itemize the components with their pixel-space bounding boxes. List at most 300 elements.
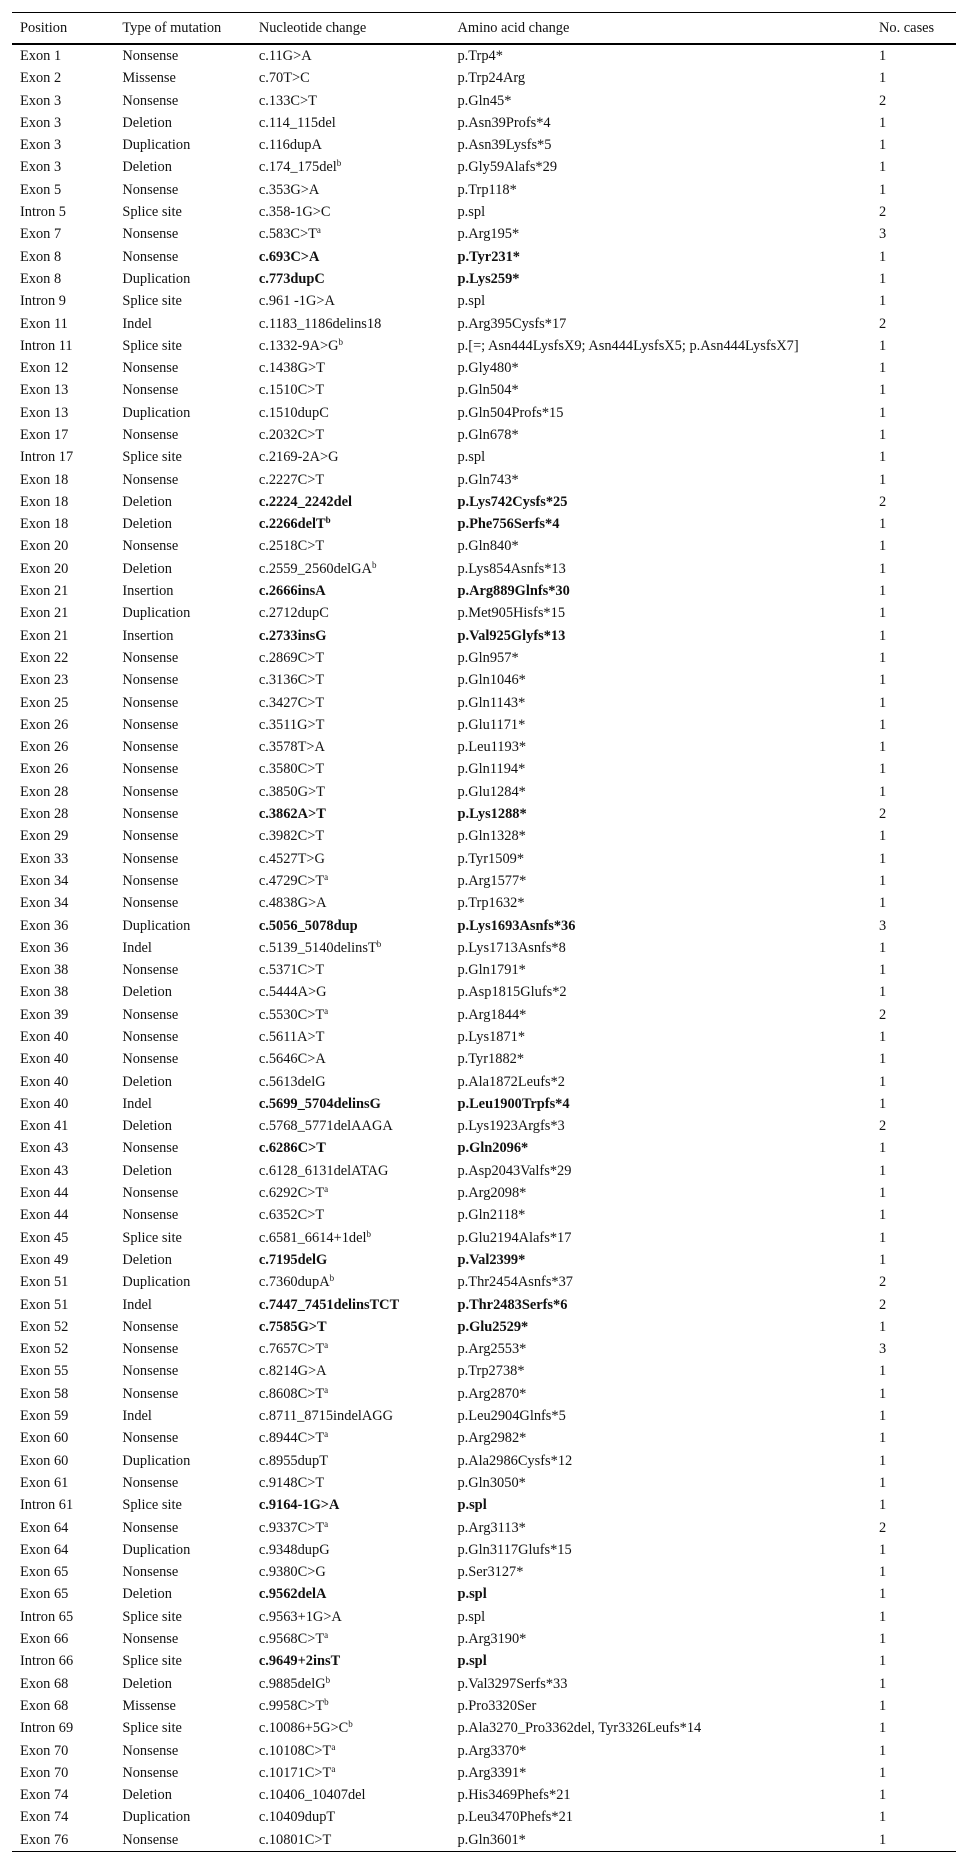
footnote-marker: b (376, 938, 382, 949)
cell-position: Exon 40 (20, 1029, 69, 1045)
cell-type-of-mutation: Nonsense (122, 471, 179, 488)
cell-nucleotide-change (251, 156, 450, 178)
cell-amino-acid-change: p.Lys1871* (457, 1029, 526, 1045)
cell-position: Exon 40 (20, 1073, 69, 1090)
cell-position: Exon 41 (20, 1118, 69, 1135)
cell-amino-acid-change: p.Gln3601* (449, 1829, 871, 1852)
nucleotide-change-text: c.9348dupG (258, 1541, 330, 1558)
cell-no-cases: 1 (879, 560, 887, 577)
nucleotide-change-text: c.9337C>T (258, 1519, 325, 1536)
cell-nucleotide-change (251, 625, 450, 647)
nucleotide-change-text: c.10409dupT (258, 1809, 336, 1826)
nucleotide-change-text: c.9885delG (258, 1675, 326, 1692)
cell-nucleotide-change (251, 848, 450, 870)
cell-amino-acid-change: p.Gln840* (457, 538, 519, 555)
cell-no-cases: 1 (879, 1608, 887, 1625)
nucleotide-change-text: c.133C>T (258, 92, 317, 109)
cell-nucleotide-change (251, 781, 450, 803)
cell-type-of-mutation: Duplication (122, 1452, 191, 1469)
cell-position: Exon 3 (20, 137, 62, 154)
cell-amino-acid-change: p.Leu2904Glnfs*5 (457, 1408, 566, 1425)
nucleotide-change-text: c.2712dupC (258, 605, 329, 622)
cell-amino-acid-change: p.Thr2483Serfs*6 (457, 1296, 568, 1313)
cell-type-of-mutation: Deletion (122, 1675, 172, 1692)
table-row (12, 357, 956, 379)
cell-nucleotide-change (251, 402, 450, 424)
nucleotide-change-text: c.7195delG (258, 1251, 328, 1268)
table-row (12, 1182, 956, 1204)
table-row (12, 602, 956, 624)
table-row (12, 736, 956, 758)
cell-nucleotide-change (251, 1539, 450, 1561)
table-row (12, 1472, 956, 1494)
cell-position: Exon 26 (20, 739, 69, 756)
cell-no-cases: 1 (879, 1764, 887, 1781)
cell-no-cases: 1 (879, 1697, 887, 1714)
cell-amino-acid-change: p.Glu2194Alafs*17 (457, 1229, 572, 1246)
cell-amino-acid-change: p.Lys742Cysfs*25 (457, 493, 568, 510)
cell-no-cases: 1 (879, 1385, 887, 1402)
cell-position: Exon 58 (20, 1385, 69, 1402)
cell-amino-acid-change: p.Tyr1509* (457, 850, 525, 867)
cell-type-of-mutation: Nonsense (122, 1185, 179, 1202)
nucleotide-change-text: c.5444A>G (258, 984, 327, 1001)
cell-type-of-mutation: Splice site (122, 1653, 182, 1670)
nucleotide-change-text: c.5530C>T (258, 1006, 325, 1023)
nucleotide-change-text: c.5371C>T (258, 962, 325, 979)
cell-amino-acid-change: p.Ala3270_Pro3362del, Tyr3326Leufs*14 (457, 1720, 702, 1737)
cell-nucleotide-change (251, 469, 450, 491)
table-row (12, 937, 956, 959)
nucleotide-change-text: c.10801C>T (258, 1831, 332, 1848)
cell-no-cases: 1 (879, 516, 887, 533)
cell-nucleotide-change (251, 959, 450, 981)
cell-nucleotide-change (251, 1583, 450, 1605)
cell-no-cases: 1 (879, 672, 887, 689)
cell-amino-acid-change: p.Met905Hisfs*15 (457, 605, 566, 622)
cell-type-of-mutation: Nonsense (122, 694, 179, 711)
cell-position: Exon 68 (20, 1675, 69, 1692)
table-row (12, 246, 956, 268)
mutation-table (12, 12, 956, 1852)
cell-amino-acid-change: p.Gln45* (457, 92, 512, 109)
cell-position: Exon 64 (20, 1519, 69, 1536)
cell-amino-acid-change: p.Gln2118* (457, 1207, 526, 1224)
cell-position: Intron 65 (20, 1608, 74, 1625)
cell-amino-acid-change: p.Glu1284* (457, 783, 526, 800)
footnote-marker: a (324, 1518, 329, 1529)
nucleotide-change-text: c.4527T>G (258, 850, 325, 867)
cell-type-of-mutation: Nonsense (122, 850, 179, 867)
cell-type-of-mutation: Duplication (122, 605, 191, 622)
cell-amino-acid-change: p.His3469Phefs*21 (457, 1787, 571, 1804)
table-row (12, 1606, 956, 1628)
cell-position: Exon 51 (20, 1274, 69, 1291)
cell-position: Exon 55 (20, 1363, 69, 1380)
nucleotide-change-text: c.8214G>A (258, 1363, 327, 1380)
cell-type-of-mutation: Splice site (122, 1229, 182, 1246)
header-row (12, 13, 956, 45)
table-row (12, 335, 956, 357)
nucleotide-change-text: c.1183_1186delins18 (258, 315, 382, 332)
nucleotide-change-text: c.10171C>T (258, 1764, 332, 1781)
cell-no-cases: 3 (879, 1341, 887, 1358)
cell-position: Exon 28 (20, 783, 69, 800)
cell-nucleotide-change (251, 1294, 450, 1316)
nucleotide-change-text: c.5139_5140delinsT (258, 939, 377, 956)
nucleotide-change-text: c.773dupC (258, 270, 325, 287)
cell-nucleotide-change (251, 67, 450, 89)
cell-amino-acid-change: p.Leu3470Phefs*21 (457, 1809, 573, 1826)
table-row (12, 1829, 956, 1852)
cell-position: Exon 2 (20, 70, 62, 87)
table-row (12, 1316, 956, 1338)
header-type-of-mutation: Type of mutation (114, 13, 251, 45)
nucleotide-change-text: c.3427C>T (258, 694, 325, 711)
footnote-marker: b (366, 1228, 371, 1239)
table-row (12, 446, 956, 468)
table-row (12, 112, 956, 134)
cell-nucleotide-change (251, 1227, 450, 1249)
cell-type-of-mutation: Missense (122, 1697, 176, 1714)
table-row (12, 669, 956, 691)
cell-nucleotide-change (251, 1160, 450, 1182)
table-row (12, 580, 956, 602)
cell-no-cases: 1 (879, 1207, 887, 1224)
cell-amino-acid-change: p.Glu2529* (457, 1318, 529, 1335)
nucleotide-change-text: c.2266delT (258, 516, 326, 533)
cell-position: Exon 7 (20, 226, 62, 243)
cell-no-cases: 1 (879, 850, 887, 867)
cell-amino-acid-change: p.Gln957* (457, 649, 519, 666)
cell-position: Exon 34 (20, 895, 69, 912)
cell-position: Exon 38 (20, 984, 69, 1001)
cell-type-of-mutation: Indel (122, 1296, 152, 1313)
cell-no-cases: 1 (879, 426, 887, 443)
cell-position: Exon 39 (20, 1006, 69, 1023)
cell-amino-acid-change: p.Arg3190* (457, 1631, 527, 1648)
footnote-marker: a (324, 871, 329, 882)
nucleotide-change-text: c.6128_6131delATAG (258, 1162, 389, 1179)
cell-nucleotide-change (251, 1740, 450, 1762)
cell-no-cases: 1 (879, 1029, 887, 1045)
cell-position: Exon 33 (20, 850, 69, 867)
cell-type-of-mutation: Duplication (122, 404, 191, 421)
cell-type-of-mutation: Nonsense (122, 761, 179, 778)
cell-type-of-mutation: Nonsense (122, 649, 179, 666)
table-row (12, 379, 956, 401)
cell-no-cases: 3 (879, 226, 887, 243)
cell-type-of-mutation: Indel (122, 939, 152, 956)
cell-nucleotide-change (251, 223, 450, 245)
table-row (12, 1271, 956, 1293)
table-row (12, 313, 956, 335)
table-row (12, 469, 956, 491)
cell-type-of-mutation: Nonsense (122, 672, 179, 689)
cell-position: Exon 3 (20, 159, 62, 176)
table-row (12, 44, 956, 67)
nucleotide-change-text: c.1510dupC (258, 404, 329, 421)
nucleotide-change-text: c.10406_10407del (258, 1787, 366, 1804)
cell-amino-acid-change: p.Gln504* (457, 382, 519, 399)
cell-type-of-mutation: Nonsense (122, 226, 179, 243)
nucleotide-change-text: c.9148C>T (258, 1474, 325, 1491)
cell-amino-acid-change: p.Tyr231* (457, 248, 520, 265)
header-no-cases: No. cases (871, 13, 956, 45)
cell-no-cases: 1 (879, 783, 887, 800)
cell-no-cases: 1 (879, 1809, 887, 1826)
nucleotide-change-text: c.353G>A (258, 181, 320, 198)
cell-type-of-mutation: Duplication (122, 1274, 191, 1291)
cell-amino-acid-change: p.spl (457, 1497, 487, 1514)
cell-amino-acid-change: p.Arg2098* (457, 1185, 527, 1202)
cell-position: Exon 3 (20, 114, 62, 131)
cell-type-of-mutation: Duplication (122, 270, 191, 287)
nucleotide-change-text: c.116dupA (258, 137, 322, 154)
cell-type-of-mutation: Deletion (122, 1118, 172, 1135)
cell-nucleotide-change (251, 803, 450, 825)
cell-position: Intron 61 (20, 1497, 74, 1514)
cell-no-cases: 1 (879, 1251, 887, 1268)
table-row (12, 1717, 956, 1739)
cell-amino-acid-change: p.[=; Asn444LysfsX9; Asn444LysfsX5; p.Asn444LysfsX7] (457, 337, 799, 354)
cell-position: Exon 40 (20, 1095, 69, 1112)
cell-amino-acid-change: p.Phe756Serfs*4 (457, 516, 560, 533)
cell-amino-acid-change: p.Arg3391* (457, 1764, 527, 1781)
cell-no-cases: 2 (879, 806, 887, 823)
cell-no-cases: 1 (879, 1051, 887, 1068)
cell-no-cases: 1 (879, 382, 887, 399)
table-row (12, 1583, 956, 1605)
nucleotide-change-text: c.7360dupA (258, 1274, 330, 1291)
nucleotide-change-text: c.1438G>T (258, 360, 325, 377)
cell-type-of-mutation: Nonsense (122, 1318, 179, 1335)
nucleotide-change-text: c.583C>T (258, 226, 317, 243)
table-row (12, 959, 956, 981)
table-row (12, 915, 956, 937)
cell-position: Exon 70 (20, 1764, 69, 1781)
cell-nucleotide-change (251, 290, 450, 312)
cell-type-of-mutation: Duplication (122, 1541, 191, 1558)
nucleotide-change-text: c.2224_2242del (258, 493, 352, 510)
cell-nucleotide-change (251, 1004, 450, 1026)
cell-no-cases: 2 (879, 315, 887, 332)
cell-nucleotide-change (251, 446, 450, 468)
cell-position: Exon 65 (20, 1564, 69, 1581)
cell-nucleotide-change (251, 1338, 450, 1360)
table-row (12, 1227, 956, 1249)
nucleotide-change-text: c.4838G>A (258, 895, 327, 912)
cell-no-cases: 1 (879, 1452, 887, 1469)
cell-amino-acid-change: p.Gln504Profs*15 (457, 404, 564, 421)
cell-amino-acid-change: p.spl (457, 449, 486, 466)
cell-position: Exon 74 (20, 1787, 69, 1804)
cell-nucleotide-change (251, 90, 450, 112)
nucleotide-change-text: c.8608C>T (258, 1385, 325, 1402)
cell-no-cases: 1 (879, 1318, 887, 1335)
cell-type-of-mutation: Duplication (122, 137, 191, 154)
table-row (12, 1048, 956, 1070)
nucleotide-change-text: c.6352C>T (258, 1207, 325, 1224)
cell-nucleotide-change (251, 870, 450, 892)
cell-amino-acid-change: p.Arg2870* (457, 1385, 527, 1402)
cell-position: Exon 21 (20, 605, 69, 622)
table-row (12, 1628, 956, 1650)
table-header (12, 13, 956, 45)
cell-no-cases: 1 (879, 1185, 887, 1202)
cell-no-cases: 1 (879, 895, 887, 912)
table-row (12, 1004, 956, 1026)
cell-no-cases: 1 (879, 716, 887, 733)
cell-nucleotide-change (251, 1383, 450, 1405)
cell-no-cases: 1 (879, 404, 887, 421)
table-row (12, 1695, 956, 1717)
nucleotide-change-text: c.2666insA (258, 583, 326, 600)
table-row (12, 781, 956, 803)
nucleotide-change-text: c.10108C>T (258, 1742, 332, 1759)
nucleotide-change-text: c.5056_5078dup (258, 917, 358, 934)
nucleotide-change-text: c.6286C>T (258, 1140, 326, 1157)
nucleotide-change-text: c.6581_6614+1del (258, 1229, 367, 1246)
nucleotide-change-text: c.1332-9A>G (258, 337, 339, 354)
table-row (12, 848, 956, 870)
footnote-marker: a (324, 1340, 329, 1351)
footnote-marker: a (316, 225, 321, 236)
cell-type-of-mutation: Duplication (122, 1809, 191, 1826)
table-row (12, 536, 956, 558)
nucleotide-change-text: c.2869C>T (258, 649, 325, 666)
table-row (12, 647, 956, 669)
table-row (12, 1071, 956, 1093)
header-position: Position (12, 13, 114, 45)
table-row (12, 201, 956, 223)
cell-no-cases: 1 (879, 360, 887, 377)
cell-type-of-mutation: Nonsense (122, 426, 179, 443)
cell-position: Exon 76 (12, 1829, 114, 1852)
cell-position: Exon 11 (20, 315, 68, 332)
cell-nucleotide-change (251, 1628, 450, 1650)
cell-position: Exon 20 (20, 560, 69, 577)
nucleotide-change-text: c.1510C>T (258, 382, 325, 399)
cell-position: Exon 60 (20, 1452, 69, 1469)
table-row (12, 1673, 956, 1695)
cell-amino-acid-change: p.Arg3113* (457, 1519, 526, 1536)
cell-nucleotide-change (251, 246, 450, 268)
cell-amino-acid-change: p.Gly59Alafs*29 (457, 159, 558, 176)
table-row (12, 1160, 956, 1182)
cell-no-cases: 1 (879, 1162, 887, 1179)
header-amino-acid-change: Amino acid change (449, 13, 871, 45)
cell-position: Exon 64 (20, 1541, 69, 1558)
cell-no-cases: 1 (879, 1363, 887, 1380)
cell-type-of-mutation: Nonsense (122, 716, 179, 733)
cell-amino-acid-change: p.Arg1577* (457, 872, 527, 889)
table-row (12, 134, 956, 156)
table-row (12, 1650, 956, 1672)
cell-type-of-mutation: Nonsense (122, 1564, 179, 1581)
cell-amino-acid-change: p.Arg2982* (457, 1430, 527, 1447)
cell-nucleotide-change (251, 424, 450, 446)
cell-position: Exon 52 (20, 1318, 69, 1335)
cell-type-of-mutation: Nonsense (122, 1363, 179, 1380)
cell-no-cases: 1 (879, 1474, 887, 1491)
cell-type-of-mutation: Insertion (122, 583, 174, 600)
cell-nucleotide-change (251, 491, 450, 513)
cell-position: Exon 40 (20, 1051, 69, 1068)
table-row (12, 1494, 956, 1516)
cell-amino-acid-change: p.Trp1632* (457, 895, 525, 912)
table-row (12, 1561, 956, 1583)
footnote-marker: b (371, 559, 377, 570)
cell-amino-acid-change: p.Gln3117Glufs*15 (457, 1541, 572, 1558)
cell-position: Exon 21 (20, 627, 69, 644)
cell-nucleotide-change (251, 134, 450, 156)
cell-nucleotide-change (251, 1695, 450, 1717)
cell-type-of-mutation: Nonsense (122, 828, 179, 845)
cell-position: Intron 9 (20, 293, 66, 310)
cell-position: Exon 26 (20, 716, 69, 733)
cell-nucleotide-change (251, 1472, 450, 1494)
cell-nucleotide-change (251, 513, 450, 535)
footnote-marker: a (331, 1741, 336, 1752)
cell-position: Exon 3 (20, 92, 62, 109)
cell-type-of-mutation: Nonsense (122, 1474, 179, 1491)
nucleotide-change-text: c.6292C>T (258, 1185, 325, 1202)
nucleotide-change-text: c.2032C>T (258, 426, 325, 443)
cell-nucleotide-change (251, 915, 450, 937)
footnote-marker: b (338, 336, 343, 347)
cell-amino-acid-change: p.Ala1872Leufs*2 (457, 1073, 565, 1090)
cell-nucleotide-change (251, 1784, 450, 1806)
table-row (12, 1361, 956, 1383)
table-row (12, 558, 956, 580)
cell-no-cases: 1 (879, 761, 887, 778)
cell-type-of-mutation: Nonsense (122, 181, 179, 198)
cell-type-of-mutation: Splice site (122, 1608, 182, 1625)
table-row (12, 1249, 956, 1271)
cell-position: Exon 65 (20, 1586, 69, 1603)
cell-nucleotide-change (251, 759, 450, 781)
cell-no-cases: 1 (871, 1829, 956, 1852)
table-row (12, 1204, 956, 1226)
cell-no-cases: 1 (879, 1229, 887, 1246)
cell-position: Exon 52 (20, 1341, 69, 1358)
cell-no-cases: 1 (879, 248, 887, 265)
nucleotide-change-text: c.693C>A (258, 248, 320, 265)
cell-no-cases: 1 (879, 114, 887, 131)
cell-nucleotide-change (251, 580, 450, 602)
cell-type-of-mutation: Deletion (122, 1251, 172, 1268)
table-row (12, 825, 956, 847)
cell-type-of-mutation: Nonsense (122, 360, 179, 377)
cell-amino-acid-change: p.Val2399* (457, 1251, 526, 1268)
cell-no-cases: 1 (879, 1787, 887, 1804)
cell-nucleotide-change (251, 1517, 450, 1539)
cell-position: Exon 49 (20, 1251, 69, 1268)
footnote-marker: a (324, 1630, 329, 1641)
cell-no-cases: 1 (879, 1631, 887, 1648)
cell-amino-acid-change: p.Lys1693Asnfs*36 (457, 917, 576, 934)
cell-position: Exon 29 (20, 828, 69, 845)
cell-no-cases: 1 (879, 449, 887, 466)
cell-nucleotide-change (251, 1427, 450, 1449)
cell-no-cases: 1 (879, 538, 887, 555)
nucleotide-change-text: c.3136C>T (258, 672, 325, 689)
mutation-table-container (12, 12, 956, 1852)
table-row (12, 402, 956, 424)
cell-no-cases: 1 (879, 1541, 887, 1558)
cell-nucleotide-change (251, 379, 450, 401)
